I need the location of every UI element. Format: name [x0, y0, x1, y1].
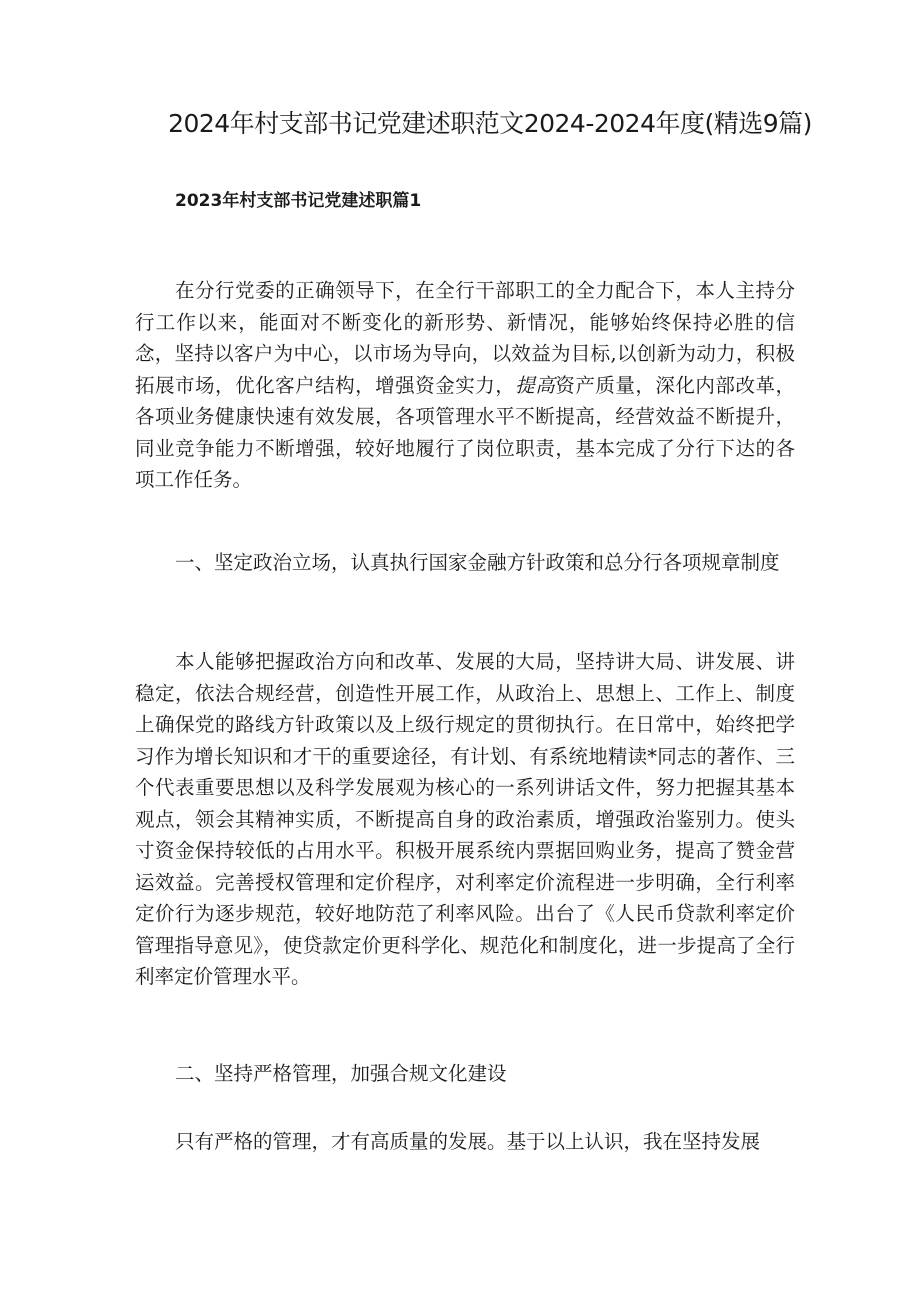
- subheading-political-stance: 一、坚定政治立场，认真执行国家金融方针政策和总分行各项规章制度: [175, 551, 780, 574]
- subheading-strict-management: 二、坚持严格管理，加强合规文化建设: [175, 1062, 507, 1085]
- paragraph-intro-part-c: 资产质量，深化内部改革，各项业务健康快速有效发展，各项管理水平不断提高，经营效益不断提升，同业竞争能力不断增强，较好地履行了岗位职责，基本完成了分行下达的各项工作任务。: [135, 373, 795, 491]
- document-title: 2024年村支部书记党建述职范文2024-2024年度(精选9篇): [168, 109, 812, 138]
- paragraph-strict-management: 只有严格的管理，才有高质量的发展。基于以上认识，我在坚持发展: [175, 1130, 761, 1153]
- paragraph-intro-part-a: 在分行党委的正确领导下，在全行干部职工的全力配合下，本人主持分行工作以来，能面对不断变化的新形势、新情况，能够始终保持必胜的信念，坚持以客户为中心，以市场为导向，以效益为目标,以创新为动力，积极拓展市场，优化客户结构，增强资金实力，: [135, 279, 795, 397]
- paragraph-intro: [135, 275, 795, 496]
- paragraph-intro-italic: 提高: [515, 373, 556, 397]
- paragraph-political-stance: 本人能够把握政治方向和改革、发展的大局，坚持讲大局、讲发展、讲稳定，依法合规经营，创造性开展工作，从政治上、思想上、工作上、制度上确保党的路线方针政策以及上级行规定的贯彻执行。在日常中，始终把学习作为增长知识和才干的重要途径，有计划、有系统地精读*同志的著作、三个代表重要思想以及科学发展观为核心的一系列讲话文件，努力把握其基本观点，领会其精神实质，不断提高自身的政治素质，增强政治鉴别力。使头寸资金保持较低的占用水平。积极开展系统内票据回购业务，提高了赞金营运效益。完善授权管理和定价程序，对利率定价流程进一步明确，全行利率定价行为逐步规范，较好地防范了利率风险。出台了《人民币贷款利率定价管理指导意见》，使贷款定价更科学化、规范化和制度化，进一步提高了全行利率定价管理水平。: [135, 650, 795, 988]
- section-heading: 2023年村支部书记党建述职篇1: [175, 191, 422, 211]
